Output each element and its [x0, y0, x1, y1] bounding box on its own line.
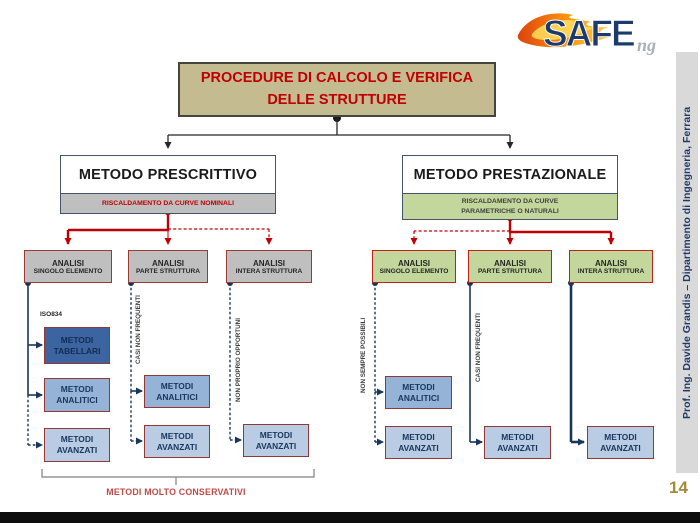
analysis-box-right-single-element: ANALISI SINGOLO ELEMENTO — [372, 250, 456, 283]
analysis-box-left-whole-structure: ANALISI INTERA STRUTTURA — [226, 250, 312, 283]
method-prestazionale-box — [402, 155, 618, 220]
method-box-analitici-left1: METODI ANALITICI — [44, 378, 110, 412]
analysis-box-left-single-element: ANALISI SINGOLO ELEMENTO — [24, 250, 112, 283]
method-box-avanzati-left3: METODI AVANZATI — [243, 424, 309, 457]
title-line2: DELLE STRUTTURE — [267, 91, 407, 108]
method-box-avanzati-right1: METODI AVANZATI — [385, 426, 452, 459]
heating-nominal-curves-label: RISCALDAMENTO DA CURVE NOMINALI — [60, 194, 276, 214]
safe-logo — [515, 6, 673, 56]
logo-text: SAFE — [543, 13, 634, 54]
page-number: 14 — [669, 478, 688, 497]
method-box-tabellari: METODI TABELLARI — [44, 327, 110, 364]
title-line1: PROCEDURE DI CALCOLO E VERIFICA — [200, 69, 474, 86]
sidebar-credit: Prof. Ing. Davide Grandis – Dipartimento di Ingegneria, Ferrara — [681, 106, 693, 419]
vertical-label-casi-non-frequenti-right: CASI NON FREQUENTI — [475, 313, 482, 382]
method-prescrittivo-title: METODO PRESCRITTIVO — [60, 155, 276, 194]
vertical-label-non-proprio-opportuni: NON PROPRIO OPPORTUNI — [235, 318, 242, 402]
vertical-label-casi-non-frequenti-left: CASI NON FREQUENTI — [135, 295, 142, 364]
title-box — [178, 62, 496, 117]
analysis-box-right-part-structure: ANALISI PARTE STRUTTURA — [468, 250, 552, 283]
method-box-analitici-right1: METODI ANALITICI — [385, 376, 452, 409]
analysis-box-right-whole-structure: ANALISI INTERA STRUTTURA — [569, 250, 653, 283]
vertical-label-non-sempre-possibili: NON SEMPRE POSSIBILI — [360, 317, 367, 393]
method-prescrittivo-box — [60, 155, 276, 214]
method-prestazionale-title: METODO PRESTAZIONALE — [402, 155, 618, 194]
method-box-analitici-left2: METODI ANALITICI — [144, 375, 210, 408]
iso834-label: ISO834 — [40, 311, 63, 318]
logo-suffix: ng — [637, 35, 657, 55]
heating-parametric-curves-label: RISCALDAMENTO DA CURVE PARAMETRICHE O NATURALI — [402, 194, 618, 220]
method-box-avanzati-right2: METODI AVANZATI — [484, 426, 551, 459]
analysis-box-left-part-structure: ANALISI PARTE STRUTTURA — [128, 250, 208, 283]
method-box-avanzati-right3: METODI AVANZATI — [587, 426, 654, 459]
bottom-border-bar — [0, 512, 700, 523]
footnote-conservative-methods: METODI MOLTO CONSERVATIVI — [106, 487, 246, 497]
method-box-avanzati-left1: METODI AVANZATI — [44, 428, 110, 462]
method-box-avanzati-left2: METODI AVANZATI — [144, 425, 210, 458]
